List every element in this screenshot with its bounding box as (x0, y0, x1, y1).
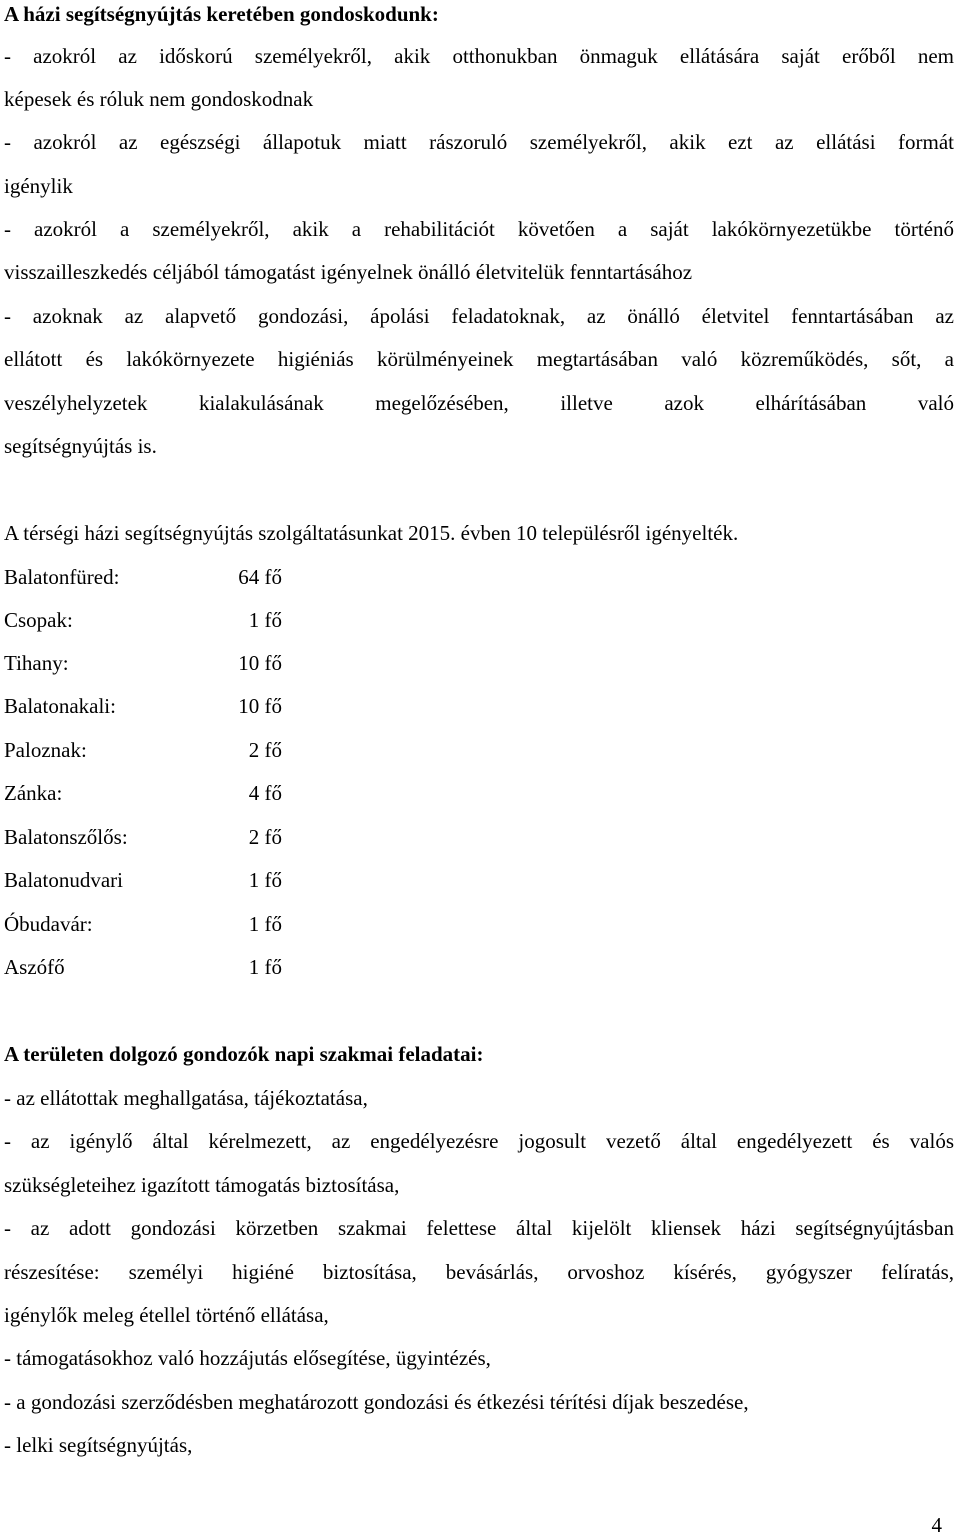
section1-line: igénylik (4, 174, 73, 198)
section3-line: - lelki segítségnyújtás, (4, 1433, 193, 1457)
settlement-name: Paloznak: (4, 738, 87, 762)
section2-intro: A térségi házi segítségnyújtás szolgáltatásunkat 2015. évben 10 településről igényelték. (4, 521, 739, 545)
section1-line: segítségnyújtás is. (4, 434, 157, 458)
section3-line: igénylők meleg étellel történő ellátása, (4, 1303, 329, 1327)
section1-line: - azoknak az alapvető gondozási, ápolási feladatoknak, az önálló életvitel fenntartásában az (4, 304, 954, 328)
section1-line: veszélyhelyzetek kialakulásának megelőzésében, illetve azok elhárításában való (4, 391, 954, 415)
settlement-count: 10 fő (238, 651, 282, 675)
settlement-count: 64 fő (238, 565, 282, 589)
section1-line: képesek és róluk nem gondoskodnak (4, 87, 314, 111)
settlement-count: 1 fő (248, 868, 282, 892)
settlement-name: Balatonudvari (4, 868, 123, 892)
settlement-name: Balatonfüred: (4, 565, 120, 589)
section3-line: - az adott gondozási körzetben szakmai felettese által kijelölt kliensek házi segítségnyújtásban (4, 1216, 954, 1240)
settlement-count: 10 fő (238, 694, 282, 718)
section3-line: - a gondozási szerződésben meghatározott gondozási és étkezési térítési díjak beszedése, (4, 1390, 749, 1414)
settlement-name: Csopak: (4, 608, 73, 632)
section1-line: ellátott és lakókörnyezete higiéniás körülményeinek megtartásában való közreműködés, sőt, a (4, 347, 954, 371)
settlement-name: Tihany: (4, 651, 69, 675)
settlement-name: Zánka: (4, 781, 63, 805)
settlement-count: 2 fő (248, 738, 282, 762)
section1-line: visszailleszkedés céljából támogatást igényelnek önálló életvitelük fenntartásához (4, 260, 693, 284)
section3-line: - támogatásokhoz való hozzájutás elősegítése, ügyintézés, (4, 1346, 491, 1370)
settlement-name: Óbudavár: (4, 912, 93, 936)
settlement-count: 2 fő (248, 825, 282, 849)
settlement-name: Balatonszőlős: (4, 825, 128, 849)
section1-heading: A házi segítségnyújtás keretében gondoskodunk: (4, 2, 439, 26)
page-number: 4 (931, 1513, 942, 1537)
section3-heading: A területen dolgozó gondozók napi szakmai feladatai: (4, 1042, 484, 1066)
section3-line: - az igénylő által kérelmezett, az engedélyezésre jogosult vezető által engedélyezett és valós (4, 1129, 954, 1153)
section1-line: - azokról az egészségi állapotuk miatt rászoruló személyekről, akik ezt az ellátási formát (4, 130, 954, 154)
section3-line: - az ellátottak meghallgatása, tájékoztatása, (4, 1086, 368, 1110)
section1-line: - azokról az időskorú személyekről, akik otthonukban önmaguk ellátására saját erőből nem (4, 44, 954, 68)
settlement-count: 1 fő (248, 912, 282, 936)
section1-line: - azokról a személyekről, akik a rehabilitációt követően a saját lakókörnyezetükbe történő (4, 217, 954, 241)
settlement-count: 1 fő (248, 955, 282, 979)
section3-line: részesítése: személyi higiéné biztosítása, bevásárlás, orvoshoz kísérés, gyógyszer felíratás, (4, 1260, 954, 1284)
settlement-count: 4 fő (248, 781, 282, 805)
settlement-count: 1 fő (248, 608, 282, 632)
settlement-name: Aszófő (4, 955, 65, 979)
section3-line: szükségleteihez igazított támogatás biztosítása, (4, 1173, 400, 1197)
settlement-name: Balatonakali: (4, 694, 116, 718)
